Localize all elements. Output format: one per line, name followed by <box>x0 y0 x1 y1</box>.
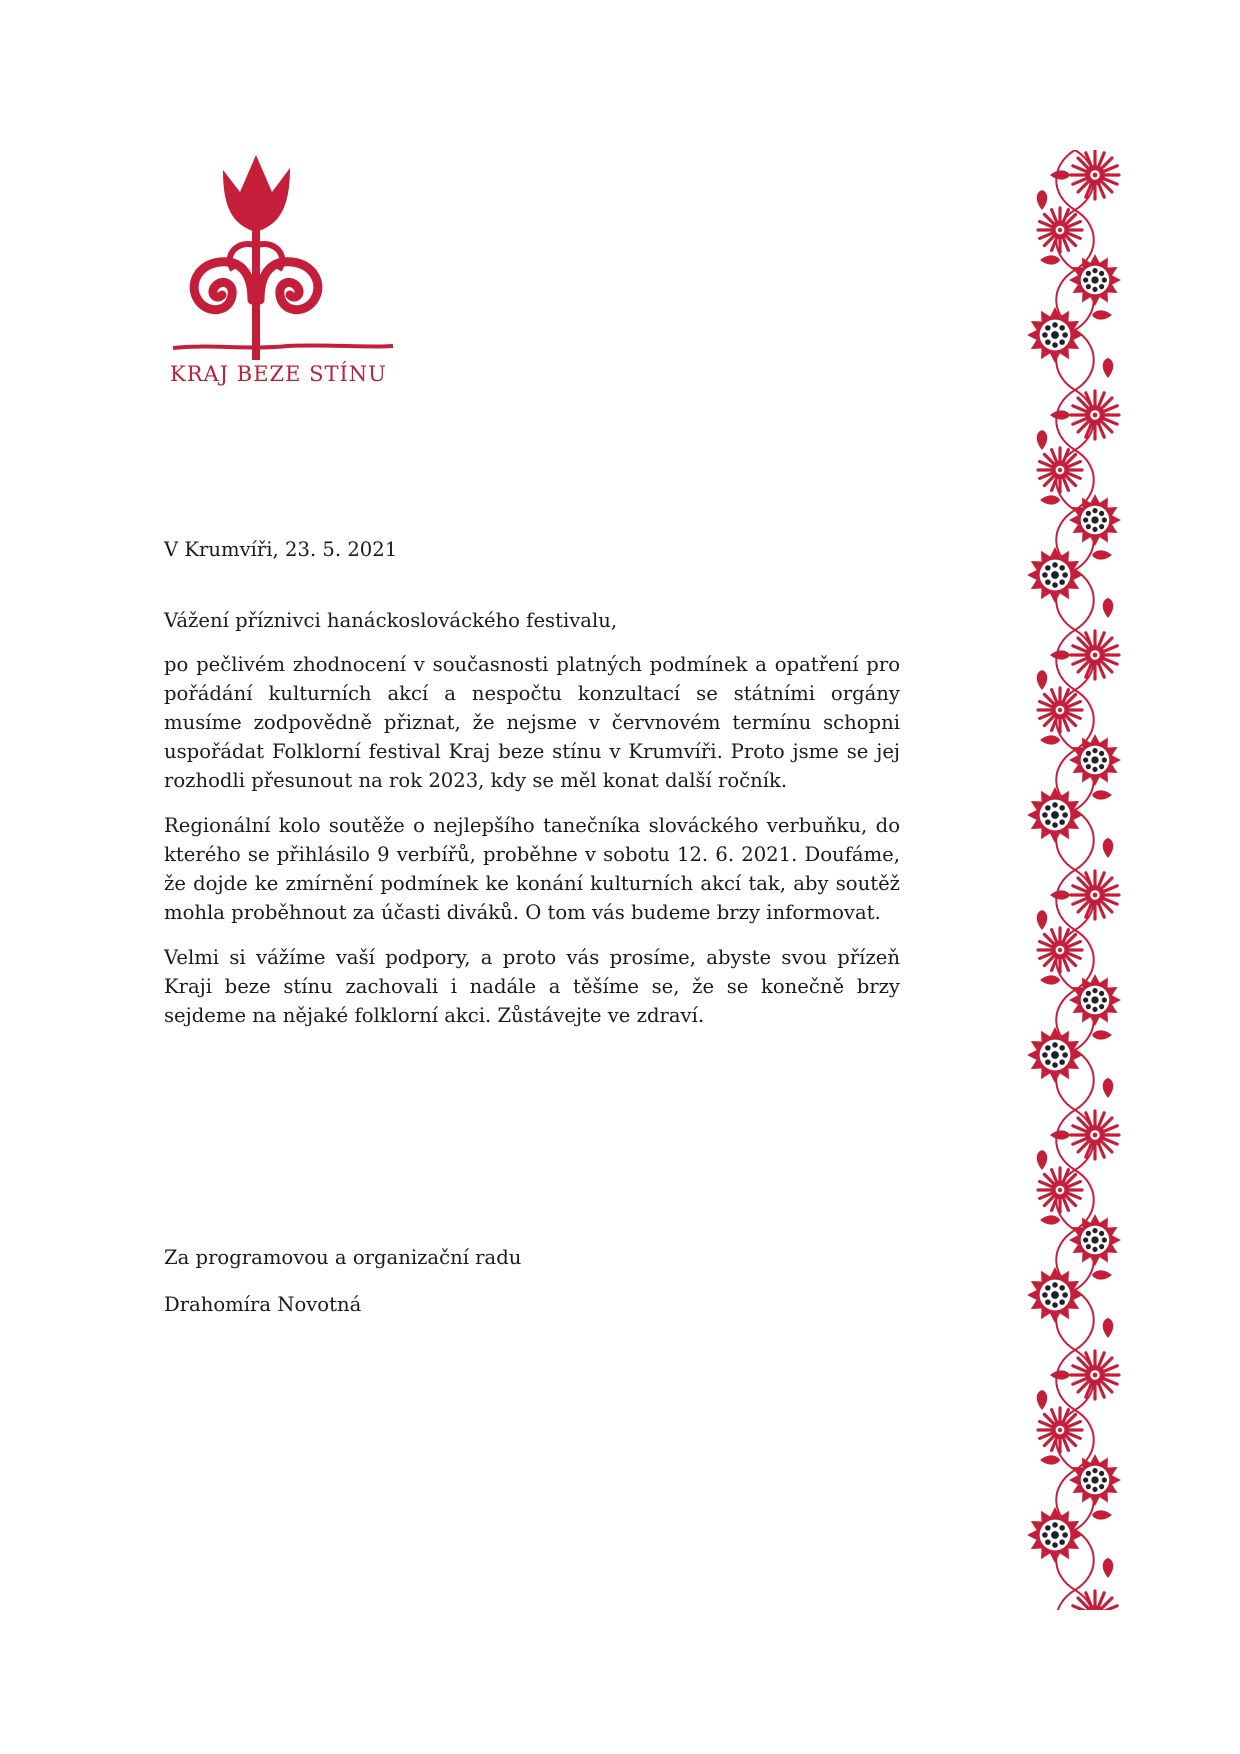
folk-floral-border-icon <box>1020 150 1130 1610</box>
date-line: V Krumvíři, 23. 5. 2021 <box>164 538 398 561</box>
closing-line: Za programovou a organizační radu <box>164 1246 522 1269</box>
paragraph-1: po pečlivém zhodnocení v současnosti platných podmínek a opatření pro pořádání kulturních akcí a nespočtu konzultací se státními orgány musíme zodpovědně přiznat, že nejsme v červnovém termínu schopni uspořádat Folklorní festival Kraj beze stínu v Krumvíři. Proto jsme se jej rozhodli přesunout na rok 2023, kdy se měl konat další ročník. <box>164 653 900 792</box>
salutation: Vážení příznivci hanáckoslováckého festivalu, <box>164 609 618 632</box>
signature: Drahomíra Novotná <box>164 1293 362 1316</box>
paragraph-2: Regionální kolo soutěže o nejlepšího tanečníka slováckého verbuňku, do kterého se přihlásilo 9 verbířů, proběhne v sobotu 12. 6. 2021. Doufáme, že dojde ke zmírnění podmínek ke konání kulturních akcí tak, aby soutěž mohla proběhnout za účasti diváků. O tom vás budeme brzy informovat. <box>164 814 900 924</box>
letter-closing <box>164 1243 521 1319</box>
festival-logo <box>168 150 398 390</box>
tulip-icon <box>168 150 398 360</box>
paragraph-3: Velmi si vážíme vaší podpory, a proto vás prosíme, abyste svou přízeň Kraji beze stínu zachovali i nadále a těšíme se, že se konečně brzy sejdeme na nějaké folklorní akci. Zůstávejte ve zdraví. <box>164 946 900 1027</box>
logo-text: KRAJ BEZE STÍNU <box>170 362 387 386</box>
letter-body <box>164 535 900 1046</box>
